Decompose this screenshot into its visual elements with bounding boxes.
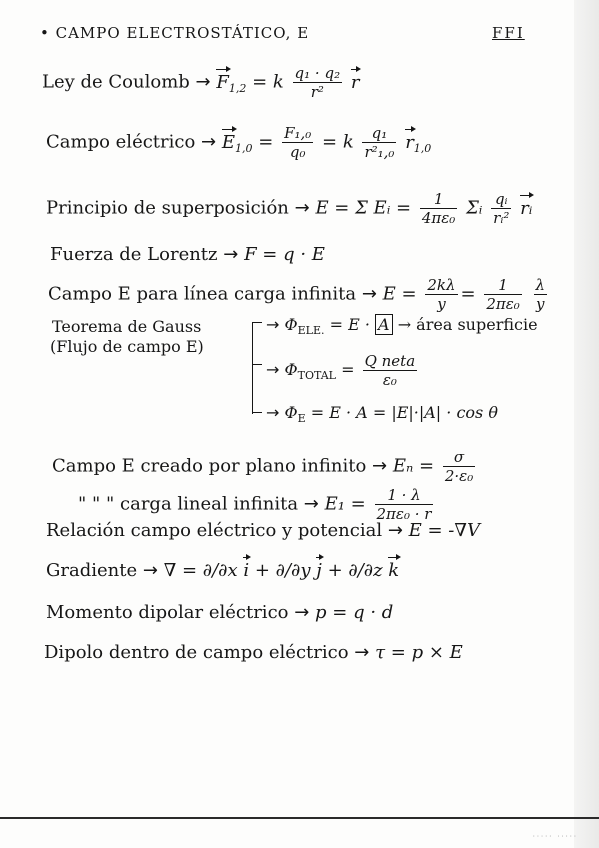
plano-lhs: Eₙ = [392, 455, 435, 477]
page-title [40, 22, 309, 44]
lorentz-label: Fuerza de Lorentz [50, 244, 218, 265]
campo-den2: r²₁,₀ [364, 143, 395, 161]
campo-fraction-1 [282, 124, 313, 161]
arrow-icon: → [387, 520, 403, 541]
flux-sub-ele: ELE. [297, 324, 325, 338]
row-linea-infinita: Campo E para línea carga infinita → E = $\frac{2k\lambda}{y}$ = $\frac{1}{\text{2πε₀}}$ $\frac{\lambda}{y}$ [48, 276, 546, 313]
gradiente-label: Gradiente [46, 560, 138, 581]
linea-den3: y [536, 295, 545, 313]
area-box: A [375, 314, 393, 335]
coulomb-label: Ley de Coulomb [42, 71, 190, 93]
dipolo-label: Momento dipolar eléctrico [46, 602, 289, 623]
row-dipolo-campo [44, 642, 463, 664]
flux-ele-eq: = E · [329, 315, 370, 334]
campo-num1: F₁,₀ [284, 124, 312, 142]
subject-tag [492, 22, 525, 44]
arrow-icon: → [201, 131, 217, 153]
gauss-subtitle: (Flujo de campo E) [50, 337, 204, 356]
arrow-icon: → [361, 283, 377, 305]
plano-fraction [443, 448, 475, 485]
coulomb-den: r² [310, 83, 324, 101]
linea-lhs: E = [382, 283, 417, 305]
row-superposicion [46, 190, 532, 227]
lineal-label: carga lineal infinita [120, 493, 299, 515]
page-title-text: • CAMPO ELECTROSTÁTICO, E [40, 24, 310, 42]
arrow-icon: → [266, 403, 280, 422]
torque-expr: τ = p × E [375, 642, 463, 663]
superposicion-num2: qᵢ [491, 190, 511, 209]
coulomb-k: k [272, 71, 284, 93]
superposicion-lhs: E = Σ Eᵢ = [315, 197, 412, 219]
campo-field-sub: 1,0 [235, 142, 253, 156]
gauss-bracket [252, 322, 265, 414]
gauss-den: ε₀ [382, 371, 397, 389]
potencial-label: Relación campo eléctrico y potencial [46, 520, 383, 541]
plano-num: σ [443, 448, 475, 467]
coulomb-force-sub: 1,2 [228, 82, 247, 96]
coulomb-unit-vector: r [350, 71, 360, 93]
linea-label: Campo E para línea carga infinita [48, 283, 357, 305]
row-gradiente: Gradiente → ∇ = ∂/∂x i + ∂/∂y j + ∂/∂z k [46, 560, 400, 581]
gauss-row-3 [266, 402, 498, 430]
unit-j: j [316, 560, 322, 581]
row-carga-lineal [78, 486, 436, 523]
superposicion-num1: 1 [420, 190, 457, 209]
dipolo-expr: p = q · d [315, 602, 394, 623]
lorentz-expr: F = q · E [244, 244, 325, 265]
footer-mark-text: ····· ····· [532, 833, 578, 840]
superposicion-den2: rᵢ² [493, 209, 510, 227]
arrow-icon: → [354, 642, 370, 663]
page-bottom-edge [0, 817, 599, 819]
unit-i: i [243, 560, 250, 581]
arrow-icon: → [266, 360, 280, 379]
row-coulomb: Ley de Coulomb → $F_{1,2} = k$ $\frac{\text{q₁ · q₂}}{\text{r²}}$ r [42, 64, 360, 101]
lineal-num: 1 · λ [375, 486, 434, 505]
linea-num3: λ [535, 276, 546, 294]
lineal-fraction [375, 486, 434, 523]
flux-symbol: Φ [284, 315, 298, 334]
flux-sub-total: TOTAL [297, 369, 336, 383]
superposicion-sum: Σᵢ [466, 197, 483, 219]
campo-k: k [342, 131, 354, 153]
scan-footer-mark [532, 833, 577, 840]
arrow-icon: → [195, 71, 211, 93]
linea-den2: 2πε₀ [486, 295, 520, 313]
row-potencial [46, 520, 480, 542]
superposicion-label: Principio de superposición [46, 197, 289, 219]
arrow-icon: → [303, 493, 319, 515]
campo-fraction-2 [362, 124, 396, 161]
coulomb-force: F [216, 71, 229, 93]
linea-fraction-2 [484, 276, 521, 313]
ditto-marks: " " " [78, 493, 115, 515]
gauss-row-2: → $\Phi_{TOTAL}$ = $\frac{\text{Q neta}}{\text{ε₀}}$ [266, 352, 416, 389]
gauss-fraction [363, 352, 418, 389]
gauss-branch-2 [252, 364, 262, 365]
gauss-row-1 [266, 314, 538, 342]
superposicion-unit-vector: rᵢ [520, 197, 533, 219]
campo-unit-vector: r [405, 131, 414, 153]
arrow-icon: → [294, 602, 310, 623]
linea-num1: 2kλ [427, 276, 456, 294]
arrow-icon: → [266, 315, 280, 334]
partial-x: ∂/∂x [202, 560, 238, 581]
gauss-title: Teorema de Gauss [52, 317, 202, 336]
plano-label: Campo E creado por plano infinito [52, 455, 367, 477]
superposicion-fraction-1 [420, 190, 457, 227]
campo-unit-sub: 1,0 [413, 142, 432, 156]
row-plano-infinito [52, 448, 478, 485]
superposicion-fraction-2 [491, 190, 511, 227]
torque-label: Dipolo dentro de campo eléctrico [44, 642, 349, 663]
lineal-lhs: E₁ = [324, 493, 366, 515]
coulomb-num: q₁ · q₂ [294, 64, 341, 82]
partial-z: ∂/∂z [348, 560, 383, 581]
arrow-icon: → [294, 197, 310, 219]
gradiente-lhs: ∇ = [163, 560, 198, 581]
gauss-label-2 [50, 336, 204, 358]
linea-den1: y [437, 295, 446, 313]
partial-y: ∂/∂y [275, 560, 311, 581]
plano-den: 2·ε₀ [444, 467, 474, 485]
area-note: → área superficie [397, 315, 538, 334]
coulomb-fraction [293, 64, 343, 101]
page-edge-shadow [574, 0, 599, 848]
gauss-branch-1 [252, 322, 262, 323]
subject-tag-text: FFI [492, 24, 525, 42]
campo-field: E [221, 131, 236, 153]
linea-fraction-1 [425, 276, 457, 313]
linea-fraction-3 [534, 276, 548, 313]
flux-sub-e: E [297, 412, 306, 426]
row-momento-dipolar [46, 602, 393, 624]
unit-k: k [388, 560, 400, 581]
arrow-icon: → [223, 244, 239, 265]
lineal-den: 2πε₀ · r [376, 505, 432, 523]
gauss-label-1 [52, 316, 201, 338]
row-lorentz [50, 244, 325, 266]
row-campo-electrico: Campo eléctrico → $E_{1,0}$ = $\frac{\text{F₁,₀}}{\text{q₀}}$ = k $\frac{\text{q₁}}{\text{r²₁,₀}}$ $r_{1,0}$ [46, 124, 432, 161]
linea-num2: 1 [484, 276, 521, 295]
gauss-num: Q neta [364, 352, 416, 370]
potencial-expr: E = -∇V [408, 520, 480, 541]
arrow-icon: → [372, 455, 388, 477]
campo-num2: q₁ [362, 124, 396, 143]
campo-den1: q₀ [289, 143, 306, 161]
arrow-icon: → [142, 560, 158, 581]
gauss-branch-3 [252, 412, 262, 413]
flux-symbol: Φ [284, 403, 298, 422]
flux-dot-product: = E · A = |E|·|A| · cos θ [310, 403, 498, 422]
superposicion-den1: 4πε₀ [421, 209, 456, 227]
campo-label: Campo eléctrico [46, 131, 196, 153]
flux-symbol: Φ [284, 360, 298, 379]
